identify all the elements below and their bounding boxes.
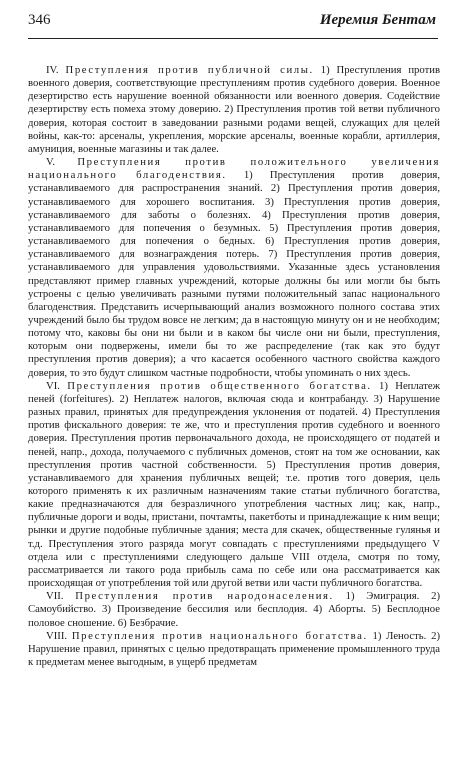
section-vii-paragraph xyxy=(28,590,440,629)
section-number: VI. xyxy=(46,379,60,392)
running-header xyxy=(28,12,436,29)
section-number: VIII. xyxy=(46,629,68,642)
header-rule xyxy=(28,38,438,39)
section-title: Преступления против общественного богатства. xyxy=(67,379,372,392)
section-text: 1) Преступления против доверия, устанавливаемого для распространения знаний. 2) Преступления против доверия, устанавливаемого для хорошего воспитания. 3) Преступления против доверия, устанавливаемого для заботы о болезнях. 4) Преступления против доверия, устанавливаемого для попечения о безумных. 5) Преступления против доверия, устанавливаемого для попечения о бедных. 6) Преступления против доверия, устанавливаемого для вознаграждения потерь. 7) Преступления против доверия, устанавливаемого для управления удовольствиями. Указанные здесь установления представляют пример главных учреждений, которые должны бы или могли бы быть устроены с целью увеличивать разными путями положительный запас национального благоденствия. Представить исчерпывающий анализ возможного полного состава этих учреждений было бы трудом вовсе не легким; да в настоящую минуту он и не необходим; потому что, каковы бы они ни были и в каком бы числе они ни были, преступления, которым они подвержены, имели бы то же распределение (так как это будут преступления против доверия); а что касается особенного частного свойства каждого доверия, то это будут слишком частные подробности, чтобы упоминать о них здесь. xyxy=(28,169,441,379)
section-text: 1) Эмиграция. 2) Самоубийство. 3) Произведение бессилия или бесплодия. 4) Аборты. 5) Бесплодное половое сношение. 6) Безбрачие. xyxy=(28,590,440,629)
section-title: Преступления против народонаселения. xyxy=(75,590,334,603)
body-text xyxy=(28,64,440,669)
section-v-paragraph xyxy=(28,156,440,380)
section-number: IV. xyxy=(46,64,59,76)
section-text: 1) Преступления против военного доверия, соответствующие преступлениям против судебного доверия. Военное дезертирство есть нарушение военной обязанности или военного доверия. Содействие дезертирству есть помеха этому доверию. 2) Преступления против той ветви публичного доверия, которая состоит в заведовании разными родами вещей, служащих для целей войны, как-то: арсеналы, укрепления, морские арсеналы, военные корабли, артиллерия, амуниция, военные магазины и так далее. xyxy=(28,64,441,155)
section-title: Преступления против национального богатства. xyxy=(71,629,368,642)
page-number: 346 xyxy=(28,12,51,28)
section-text: 1) Леность. 2) Нарушение правил, принятых с целью предотвращать применение промышленного труда к предметам менее выгодным, в ущерб предметам xyxy=(28,629,440,669)
section-title: Преступления против положительного увеличения национального благоденствия. xyxy=(28,156,440,182)
section-viii-paragraph xyxy=(28,630,440,669)
section-vi-paragraph xyxy=(28,380,440,591)
section-title: Преступления против публичной силы. xyxy=(65,64,314,76)
section-number: V. xyxy=(46,156,56,169)
section-number: VII. xyxy=(46,590,64,603)
section-text: 1) Неплатеж пеней (forfeitures). 2) Неплатеж налогов, включая сюда и контрабанду. 3) Нарушение разных правил, принятых для предупреждения уклонения от податей. 4) Преступления против фискального доверия: те же, что и преступления против судебного и военного доверия. Преступления против первоначального дохода, не происходящего от податей и пеней, напр., дохода, получаемого с публичных доменов, стоят на том же основании, как преступления против частной собственности. 5) Преступления против доверия, устанавливаемого для хранения публичных вещей; т.е. против того доверия, цель которого применять к их различным назначениям такие статьи публичного богатства, какие предназначаются для безразличного употребления частных лиц; как, напр., публичные дороги и воды, пристани, почтамты, пакетботы и принадлежащие к ним вещи; рынки и другие подобные публичные здания; места для скачек, общественные гулянья и т.д. Преступления этого разряда могут совпадать с преступлениями предыдущего V отдела или с преступлениями следующего дальше VIII отдела, смотря по тому, рассматривается ли такого рода прибыль сама по себе или она рассматривается как происходящая от употребления той или другой ветви или части публичного богатства. xyxy=(28,379,441,590)
section-iv-paragraph xyxy=(28,64,440,156)
running-head-author: Иеремия Бентам xyxy=(319,12,436,28)
